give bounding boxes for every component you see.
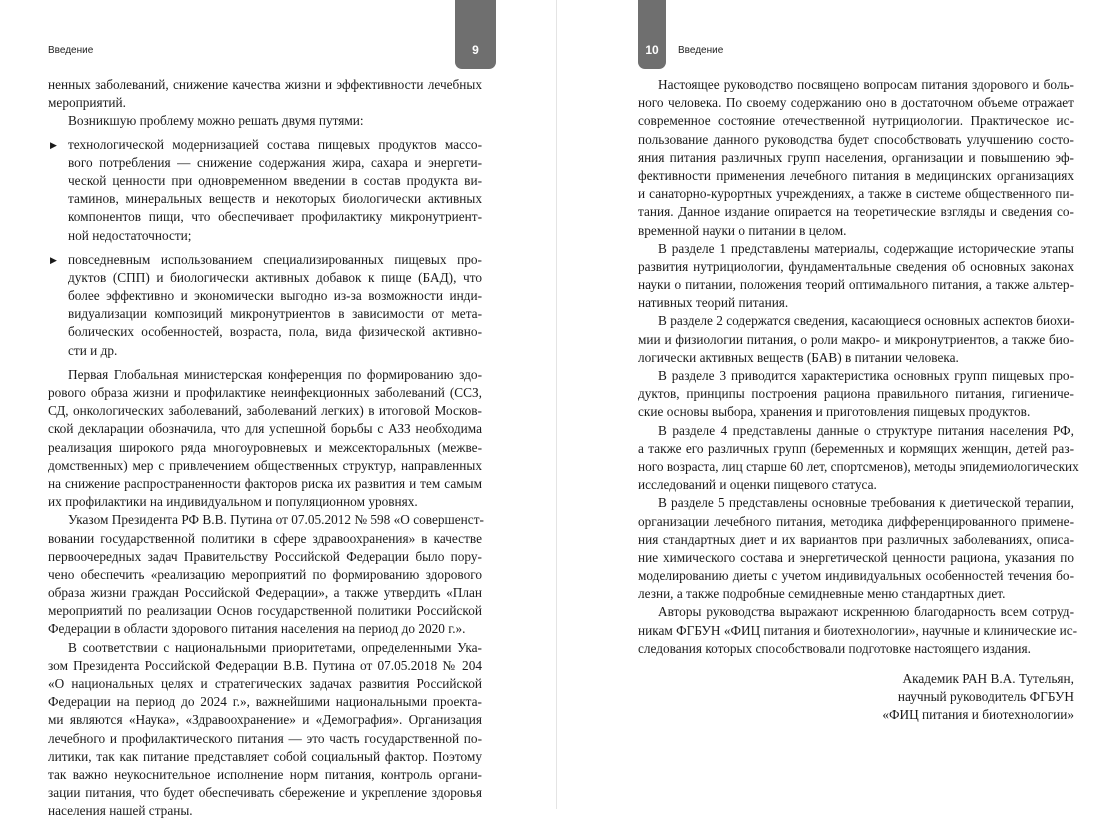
text-line: лечебного и профилактического питания — это часть государственной по- (48, 730, 482, 746)
text-line: Федерации в области здорового питания населения на период до 2020 г.». (48, 621, 466, 637)
page-number-tab (638, 0, 666, 69)
text-line: В разделе 4 представлены данные о структуре питания населения РФ, (658, 422, 1074, 438)
text-column (48, 76, 482, 821)
text-line: ние химического состава и энергетической ценности рациона, указания по (638, 549, 1074, 565)
text-line: первоочередных задач Правительству Российской Федерации было пору- (48, 548, 482, 564)
text-line: СД, онкологических заболеваний, заболеваний легких) в итоговой Москов- (48, 403, 482, 419)
paragraph (48, 76, 482, 112)
page-number-tab (455, 0, 496, 69)
text-line: образа жизни граждан Российской Федерации», а также утвердить «План (48, 585, 482, 601)
text-line: повседневным использованием специализированных пищевых про- (68, 251, 482, 267)
text-line: Указом Президента РФ В.В. Путина от 07.05.2012 № 598 «О совершенст- (68, 512, 484, 528)
text-line: фективности применения лечебного питания в медицинских организациях (638, 167, 1074, 183)
text-line: зом Президента Российской Федерации В.В. Путина от 07.05.2018 № 204 (48, 657, 482, 673)
text-line: ческой ценности при одновременном введении в состав продукта ви- (68, 172, 482, 188)
running-head: Введение (678, 45, 724, 56)
text-line: исследований и оценки пищевого статуса. (638, 477, 877, 493)
text-line: ской декларации обозначила, что для успешной борьбы с АЗЗ необходима (48, 421, 482, 437)
text-line: В соответствии с национальными приоритетами, определенными Ука- (68, 639, 482, 655)
left-page (0, 0, 556, 819)
text-line: В разделе 1 представлены материалы, содержащие исторические этапы (658, 240, 1074, 256)
text-line: ного возраста, лиц старше 60 лет, спортсменов), методы эпидемиологических (638, 458, 1079, 474)
text-line: В разделе 2 содержатся сведения, касающиеся основных аспектов биохи- (658, 313, 1075, 329)
text-line: а также его различных групп (беременных и кормящих женщин, детей раз- (638, 440, 1074, 456)
text-line: чено обеспечить «реализацию мероприятий по формированию здорового (48, 566, 482, 582)
paragraph (48, 366, 482, 512)
paragraph (48, 639, 482, 821)
text-line: нативных теорий питания. (638, 295, 789, 311)
text-line: В разделе 3 приводится характеристика основных групп пищевых про- (658, 368, 1074, 383)
text-line: мероприятий. (48, 95, 126, 111)
text-line: и санаторно-курортных учреждениях, а также в системе общественного пи- (638, 186, 1074, 202)
text-line: болических особенностей, возраста, пола, вида физической активно- (68, 324, 482, 340)
text-line: так важно неукоснительное исполнение норм питания, контроль органи- (48, 766, 482, 782)
text-line: мии и физиологии питания, о роли макро- и микронутриентов, а также био- (638, 331, 1074, 347)
text-line: Федерации на период до 2024 г.», важнейшими национальными проекта- (48, 694, 482, 710)
right-page (557, 0, 1113, 809)
text-line: на снижение распространенности факторов риска их развития и тем самым (48, 475, 482, 491)
text-line: вого потребления — снижение содержания жира, сахара и энергети- (68, 154, 482, 170)
text-line: рового образа жизни и профилактике неинфекционных заболеваний (ССЗ, (48, 385, 482, 400)
text-line: ного человека. По своему содержанию оно в достаточном объеме отражает (638, 95, 1074, 111)
text-line: реализация широкого ряда многоуровневых и межсекторальных (межве- (48, 439, 482, 455)
text-line: лезни, а также подробные семидневные меню стандартных диет. (638, 586, 1006, 602)
text-line: литики, так как питание представляет собой социальный фактор. Поэтому (48, 748, 482, 764)
signature (638, 670, 1074, 725)
paragraph (48, 112, 482, 130)
text-line: В разделе 5 представлены основные требования к диетической терапии, (658, 495, 1074, 511)
text-line: ми являются «Наука», «Здравоохранение» и «Демография». Организация (48, 712, 482, 728)
text-line: никам ФГБУН «ФИЦ питания и биотехнологии», научные и клинические ис- (638, 622, 1078, 638)
text-line: следования которых способствовали подготовке настоящего издания. (638, 640, 1031, 656)
bullet-item (48, 136, 482, 245)
text-line: ненных заболеваний, снижение качества жизни и эффективности лечебных (48, 77, 482, 92)
text-line: таминов, минеральных веществ и некоторых биологически активных (68, 191, 482, 207)
paragraph (638, 240, 1074, 313)
bullet-triangle-icon: ▶ (50, 139, 57, 150)
paragraph (638, 603, 1078, 658)
text-line: дуктов, принципы построения рациона правильного питания, гигиениче- (638, 386, 1074, 402)
text-line: домственных) мер с привлечением общественных структур, направленных (48, 457, 482, 473)
paragraph (638, 312, 1074, 367)
text-line: науки о питании, положения теорий оптимального питания, а также альтер- (638, 277, 1074, 293)
text-line: «О национальных целях и стратегических задачах развития Российской (48, 676, 482, 691)
bullet-item (48, 251, 482, 360)
text-line: временной науки о питании в целом. (638, 222, 847, 238)
text-line: населения нашей страны. (48, 803, 193, 819)
paragraph (638, 76, 1074, 240)
text-line: технологической модернизацией состава пищевых продуктов массо- (68, 136, 482, 152)
text-line: Авторы руководства выражают искреннюю благодарность всем сотруд- (658, 604, 1074, 620)
text-line: их профилактики на индивидуальном и популяционном уровнях. (48, 494, 418, 510)
text-column (638, 76, 1079, 725)
text-line: вовании государственной политики в сфере здравоохранения» в качестве (48, 530, 482, 546)
paragraph (638, 422, 1079, 495)
text-line: научный руководитель ФГБУН (897, 689, 1074, 705)
text-line: более эффективно и экономически выгодно из-за возможности инди- (68, 288, 482, 304)
text-line: Первая Глобальная министерская конференция по формированию здо- (68, 366, 482, 382)
text-line: ские основы выбора, хранения и приготовления пищевых продуктов. (638, 404, 1031, 420)
paragraph (638, 367, 1074, 422)
text-line: мероприятий по реализации Основ государственной политики Российской (48, 603, 482, 619)
text-line: ния стандартных диет и их вариантов при различных заболеваниях, описа- (638, 531, 1074, 547)
text-line: пользование данного руководства будет способствовать улучшению состо- (638, 131, 1074, 147)
text-line: зации питания, что будет обеспечивать сбережение и укрепление здоровья (48, 785, 482, 801)
text-line: Возникшую проблему можно решать двумя путями: (68, 113, 364, 129)
running-head: Введение (48, 45, 94, 56)
page-number: 10 (645, 43, 659, 57)
paragraph (638, 494, 1074, 603)
bullet-triangle-icon: ▶ (50, 254, 57, 265)
text-line: современное состояние отечественной нутрициологии. Практическое ис- (638, 113, 1074, 129)
text-line: сти и др. (68, 342, 118, 358)
text-line: Академик РАН В.А. Тутельян, (902, 671, 1074, 686)
text-line: моделированию диеты с учетом индивидуальных особенностей течения бо- (638, 568, 1074, 584)
text-line: дуктов (СПП) и биологически активных добавок к пище (БАД), что (68, 269, 482, 285)
paragraph (48, 511, 482, 638)
text-line: яния питания различных групп населения, организации и повышению эф- (638, 149, 1074, 165)
page-number: 9 (472, 43, 479, 57)
text-line: компонентов пищи, что обеспечивает профилактику микронутриент- (68, 209, 482, 225)
text-line: Настоящее руководство посвящено вопросам питания здорового и боль- (658, 77, 1074, 92)
text-line: видуализации композиций микронутриентов в зависимости от мета- (68, 306, 482, 322)
text-line: развития нутрициологии, фундаментальные сведения об основных законах (638, 258, 1074, 274)
text-line: «ФИЦ питания и биотехнологии» (882, 707, 1074, 723)
text-line: организации лечебного питания, методика дифференцированного примене- (638, 513, 1074, 529)
text-line: логически активных веществ (БАВ) в питании человека. (638, 349, 959, 365)
text-line: тания. Данное издание опирается на теоретические взгляды и сведения со- (638, 204, 1074, 220)
text-line: ной недостаточности; (68, 227, 192, 243)
